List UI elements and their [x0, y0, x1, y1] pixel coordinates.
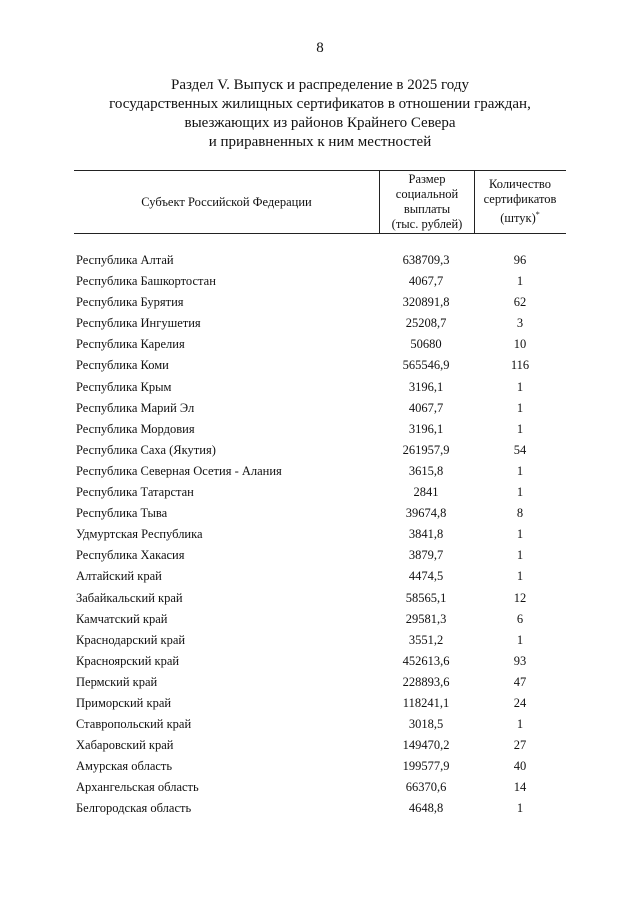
- row-payment: 3841,8: [408, 527, 444, 542]
- title-line: выезжающих из районов Крайнего Севера: [184, 115, 456, 131]
- table-row: [74, 482, 566, 503]
- section-title: [60, 76, 580, 152]
- row-subject: Республика Башкортостан: [76, 274, 216, 289]
- page-number: 8: [316, 40, 324, 56]
- row-payment: 118241,1: [402, 695, 450, 710]
- row-subject: Республика Ингушетия: [76, 316, 201, 331]
- table-header: [74, 170, 566, 234]
- table-row: [74, 693, 566, 714]
- table-body: [74, 250, 566, 820]
- row-count: 1: [516, 379, 524, 394]
- row-count: 40: [513, 759, 527, 774]
- header-count-line: Количество: [489, 177, 551, 192]
- row-count: 1: [516, 801, 524, 816]
- table-row: [74, 313, 566, 334]
- table-row: [74, 651, 566, 672]
- row-subject: Забайкальский край: [76, 590, 183, 605]
- row-payment: 50680: [410, 337, 442, 352]
- table-row: [74, 334, 566, 355]
- row-payment: 638709,3: [402, 253, 450, 267]
- table-row: [74, 398, 566, 419]
- table-row: [74, 735, 566, 756]
- table-row: [74, 355, 566, 376]
- row-payment: 4474,5: [408, 569, 444, 584]
- row-payment: 3196,1: [408, 421, 444, 436]
- row-subject: Хабаровский край: [76, 738, 174, 753]
- row-payment: 39674,8: [405, 506, 447, 521]
- table-row: [74, 440, 566, 461]
- row-subject: Республика Карелия: [76, 337, 185, 352]
- table-row: [74, 503, 566, 524]
- row-subject: Республика Хакасия: [76, 548, 185, 563]
- row-subject: Краснодарский край: [76, 632, 186, 647]
- row-count: 14: [513, 780, 527, 795]
- table-row: [74, 461, 566, 482]
- row-count: 1: [516, 569, 524, 584]
- row-payment: 3879,7: [408, 548, 444, 563]
- row-payment: 320891,8: [402, 295, 450, 310]
- header-payment-line: Размер: [408, 172, 446, 186]
- row-count: 10: [513, 337, 527, 352]
- row-subject: Ставропольский край: [76, 717, 192, 732]
- row-payment: 4067,7: [408, 274, 444, 289]
- row-count: 1: [516, 717, 524, 732]
- row-payment: 58565,1: [405, 590, 447, 605]
- row-count: 54: [513, 442, 527, 457]
- row-payment: 66370,6: [405, 780, 447, 795]
- table-row: [74, 524, 566, 545]
- row-payment: 3018,5: [408, 717, 444, 732]
- row-subject: Республика Крым: [76, 379, 172, 394]
- row-payment: 3615,8: [408, 463, 444, 478]
- row-subject: Пермский край: [76, 674, 158, 689]
- title-line: Раздел V. Выпуск и распределение в 2025 году: [171, 77, 469, 93]
- row-subject: Республика Татарстан: [76, 485, 194, 500]
- row-subject: Республика Коми: [76, 358, 169, 373]
- row-subject: Красноярский край: [76, 653, 180, 668]
- row-count: 93: [513, 653, 527, 668]
- row-count: 27: [513, 738, 527, 753]
- row-count: 1: [516, 421, 524, 436]
- row-count: 1: [516, 632, 524, 647]
- table-row: [74, 756, 566, 777]
- row-subject: Архангельская область: [76, 780, 199, 795]
- header-payment-line: выплаты: [403, 202, 451, 216]
- footnote-mark: *: [535, 210, 540, 220]
- row-subject: Алтайский край: [76, 569, 162, 584]
- header-payment-line: социальной: [395, 187, 459, 201]
- table-row: [74, 377, 566, 398]
- row-count: 24: [513, 695, 527, 710]
- row-count: 1: [516, 548, 524, 563]
- header-count-line: (штук)*: [500, 210, 540, 226]
- table-row: [74, 545, 566, 566]
- row-count: 8: [516, 506, 524, 521]
- table-row: [74, 714, 566, 735]
- row-payment: 149470,2: [402, 738, 450, 753]
- table-row: [74, 672, 566, 693]
- row-count: 1: [516, 463, 524, 478]
- header-count-line: сертификатов: [483, 192, 557, 207]
- row-subject: Белгородская область: [76, 801, 192, 816]
- row-count: 116: [510, 358, 530, 373]
- header-payment-line: (тыс. рублей): [391, 217, 463, 231]
- row-payment: 4648,8: [408, 801, 444, 816]
- row-count: 1: [516, 400, 524, 415]
- row-payment: 452613,6: [402, 653, 450, 668]
- row-subject: Республика Алтай: [76, 253, 174, 267]
- header-subject: Субъект Российской Федерации: [141, 194, 312, 209]
- row-count: 96: [513, 253, 527, 267]
- header-payment: [379, 171, 475, 233]
- row-subject: Республика Бурятия: [76, 295, 184, 310]
- row-subject: Республика Северная Осетия - Алания: [76, 463, 282, 478]
- row-count: 6: [516, 611, 524, 626]
- row-subject: Республика Марий Эл: [76, 400, 195, 415]
- row-payment: 261957,9: [402, 442, 450, 457]
- row-payment: 4067,7: [408, 400, 444, 415]
- row-payment: 3551,2: [408, 632, 444, 647]
- table-row: [74, 250, 566, 271]
- table-row: [74, 419, 566, 440]
- title-line: и приравненных к ним местностей: [208, 134, 432, 150]
- row-subject: Республика Тыва: [76, 506, 168, 521]
- row-count: 1: [516, 485, 524, 500]
- title-line: государственных жилищных сертификатов в отношении граждан,: [109, 96, 531, 112]
- table-row: [74, 777, 566, 798]
- table-row: [74, 609, 566, 630]
- row-subject: Приморский край: [76, 695, 172, 710]
- row-payment: 565546,9: [402, 358, 450, 373]
- certificates-table: [74, 170, 566, 816]
- table-row: [74, 566, 566, 587]
- row-payment: 3196,1: [408, 379, 444, 394]
- table-row: [74, 292, 566, 313]
- row-payment: 228893,6: [402, 674, 450, 689]
- header-count: [474, 171, 566, 233]
- table-row: [74, 588, 566, 609]
- row-count: 3: [516, 316, 524, 331]
- row-payment: 199577,9: [402, 759, 450, 774]
- row-count: 47: [513, 674, 527, 689]
- row-subject: Республика Мордовия: [76, 421, 195, 436]
- row-payment: 2841: [413, 485, 439, 500]
- row-subject: Камчатский край: [76, 611, 168, 626]
- row-subject: Республика Саха (Якутия): [76, 442, 216, 457]
- row-count: 1: [516, 527, 524, 542]
- row-payment: 25208,7: [405, 316, 447, 331]
- row-count: 1: [516, 274, 524, 289]
- row-subject: Амурская область: [76, 759, 173, 774]
- row-count: 62: [513, 295, 527, 310]
- table-row: [74, 798, 566, 819]
- row-count: 12: [513, 590, 527, 605]
- row-subject: Удмуртская Республика: [76, 527, 203, 542]
- row-payment: 29581,3: [405, 611, 447, 626]
- table-row: [74, 630, 566, 651]
- table-row: [74, 271, 566, 292]
